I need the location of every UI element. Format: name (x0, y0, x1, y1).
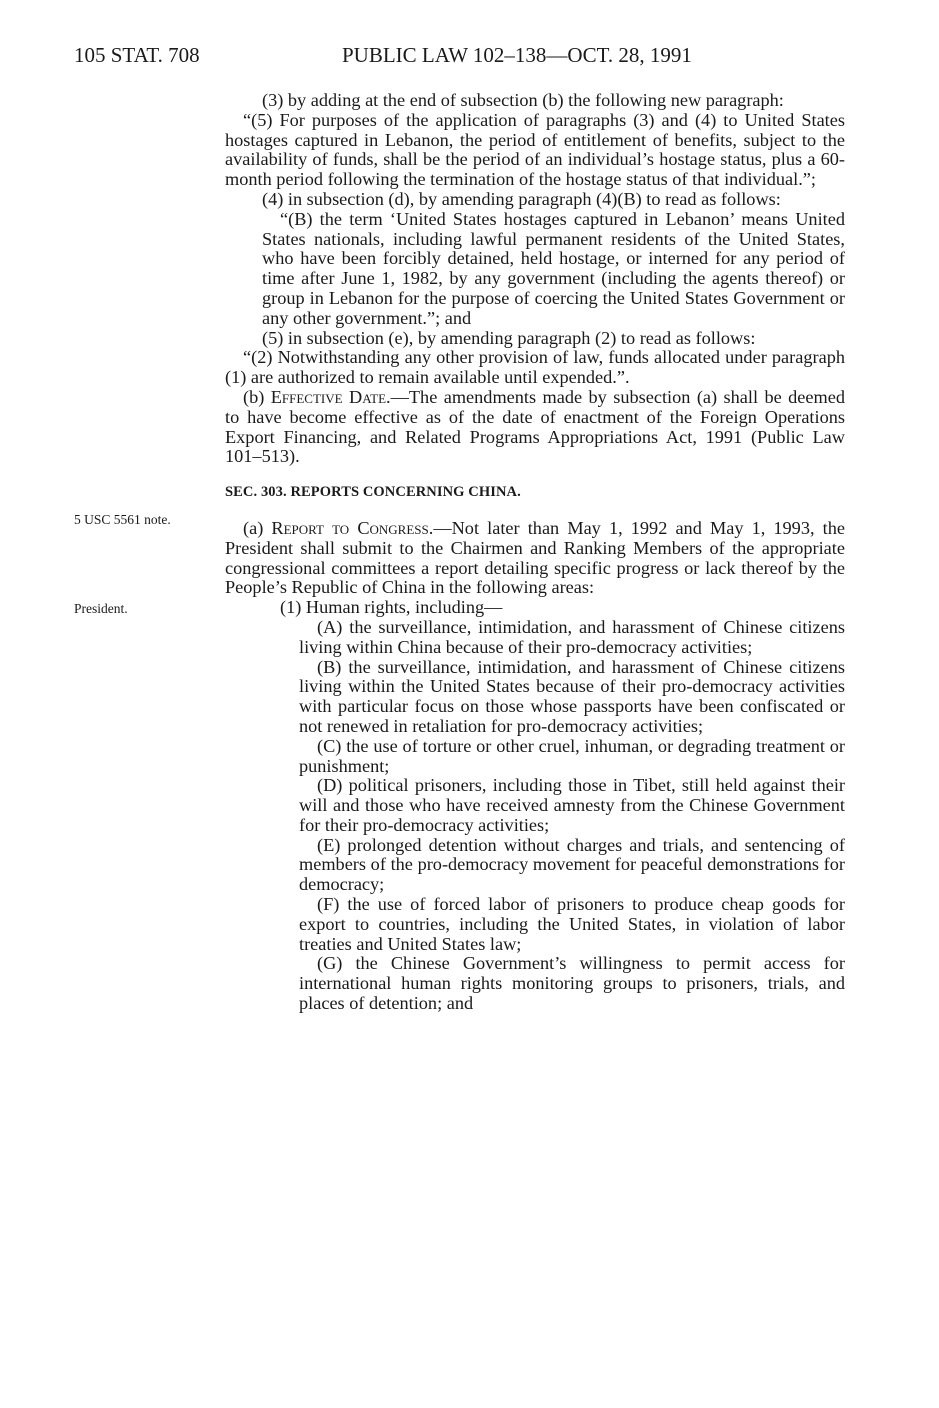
report-lead: (a) (243, 517, 272, 538)
page-header (74, 40, 849, 70)
margin-note-usc: 5 USC 5561 note. (74, 512, 171, 527)
paragraph-item-e: (E) prolonged detention without charges and trials, and sentencing of members of the pro-democracy movement for peaceful demonstrations for democracy; (299, 834, 845, 895)
document-body (225, 91, 845, 1014)
paragraph-quoted-5: “(5) For purposes of the application of paragraphs (3) and (4) to United States hostages captured in Lebanon, the period of entitlement of benefits, subject to the availability of funds, shall be the period of an individual’s hostage status, plus a 60-month period following the termination of the hostage status of that individual.”; (225, 109, 845, 190)
paragraph-effective-date (225, 388, 845, 467)
paragraph-item-b: (B) the surveillance, intimidation, and harassment of Chinese citizens living within the United States because of their pro-democracy activities with particular focus on those whose passports have been confiscated or not renewed in retaliation for pro-democracy activities; (299, 656, 845, 736)
paragraph-quoted-b: “(B) the term ‘United States hostages captured in Lebanon’ means United States nationals, including lawful permanent residents of the United States, who have been forcibly detained, held hostage, or interned for any period of time after June 1, 1982, by any government (including the agents thereof) or group in Lebanon for the purpose of coercing the United States Government or any other government.”; and (262, 208, 845, 328)
paragraph-item-f: (F) the use of forced labor of prisoners to produce cheap goods for export to countries, including the United States, in violation of labor treaties and United States law; (299, 894, 845, 954)
paragraph-amend-4: (4) in subsection (d), by amending paragraph (4)(B) to read as follows: (262, 188, 781, 209)
effective-date-lead: (b) (243, 386, 271, 407)
paragraph-item-g: (G) the Chinese Government’s willingness to permit access for international human rights monitoring groups to prisoners, trials, and places of detention; and (299, 953, 845, 1014)
paragraph-amend-5: (5) in subsection (e), by amending paragraph (2) to read as follows: (262, 327, 756, 348)
paragraph-item-d: (D) political prisoners, including those in Tibet, still held against their will and those who have received amnesty from the Chinese Government for their pro-democracy activities; (299, 775, 845, 835)
paragraph-human-rights: (1) Human rights, including— (280, 597, 503, 618)
report-caption: Report to Congress (271, 517, 429, 538)
effective-date-text: .—The amendments made by subsection (a) shall be deemed to have become effective as of the date of enactment of the Foreign Operations Export Financing, and Related Programs Appropriations Act, 1991 (Public Law 101–513). (225, 386, 845, 467)
section-heading: SEC. 303. REPORTS CONCERNING CHINA. (225, 484, 521, 501)
paragraph-amend-3: (3) by adding at the end of subsection (b) the following new paragraph: (262, 90, 784, 110)
paragraph-quoted-2: “(2) Notwithstanding any other provision of law, funds allocated under paragraph (1) are authorized to remain available until expended.”. (225, 347, 845, 388)
public-law-reference: PUBLIC LAW 102–138—OCT. 28, 1991 (342, 43, 692, 67)
stat-reference: 105 STAT. 708 (74, 43, 200, 67)
paragraph-item-c: (C) the use of torture or other cruel, inhuman, or degrading treatment or punishment; (299, 735, 845, 776)
paragraph-item-a: (A) the surveillance, intimidation, and harassment of Chinese citizens living within China because of their pro-democracy activities; (299, 616, 845, 657)
paragraph-report-to-congress (225, 519, 845, 598)
margin-note-president: President. (74, 601, 128, 616)
report-text: .—Not later than May 1, 1992 and May 1, 1993, the President shall submit to the Chairmen and Ranking Members of the appropriate congressional committees a report detailing specific progress or lack thereof by the People’s Republic of China in the following areas: (225, 517, 845, 598)
effective-date-caption: Effective Date (270, 386, 387, 407)
